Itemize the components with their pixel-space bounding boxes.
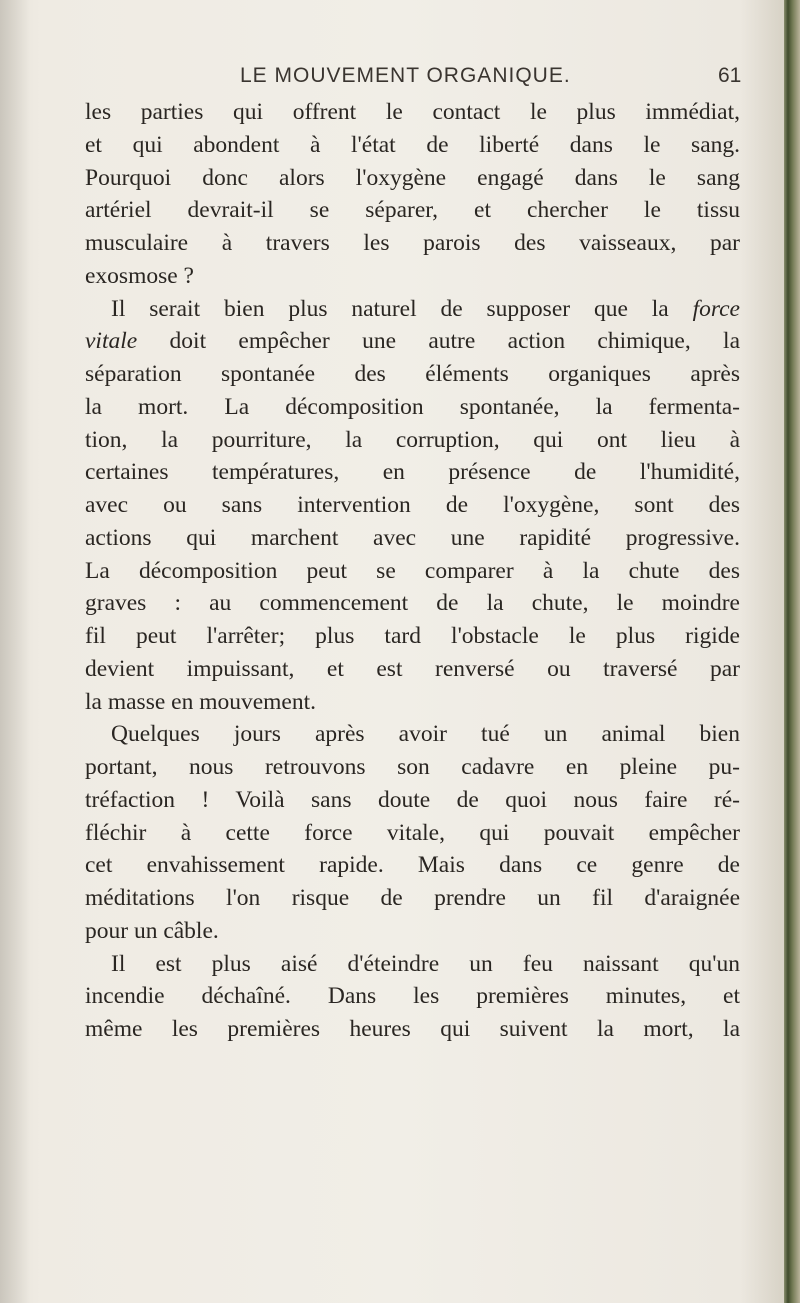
text-line: La décomposition peut se comparer à la chute des: [85, 557, 740, 584]
text-line: tréfaction ! Voilà sans doute de quoi nous faire ré-: [85, 786, 740, 813]
text-line: fil peut l'arrêter; plus tard l'obstacle le plus rigide: [85, 623, 740, 649]
italic-term: force: [692, 295, 740, 322]
text-line: [85, 325, 740, 358]
text-line: certaines températures, en présence de l'humidité,: [85, 459, 740, 486]
text-line: Pourquoi donc alors l'oxygène engagé dans le sang: [85, 164, 740, 191]
text-line: Il est plus aisé d'éteindre un feu naissant qu'un: [111, 950, 740, 977]
text-line: fléchir à cette force vitale, qui pouvait empêcher: [85, 819, 740, 846]
text-segment: doit empêcher une autre action chimique, la: [169, 328, 740, 355]
text-line: portant, nous retrouvons son cadavre en pleine pu-: [85, 754, 740, 780]
text-line: méditations l'on risque de prendre un fil d'araignée: [85, 885, 740, 911]
running-title: LE MOUVEMENT ORGANIQUE.: [240, 64, 571, 87]
text-line: devient impuissant, et est renversé ou traversé par: [85, 655, 740, 682]
text-line: les parties qui offrent le contact le plus immédiat,: [85, 99, 740, 125]
text-line: exosmose ?: [85, 262, 194, 289]
text-line: la mort. La décomposition spontanée, la fermenta-: [85, 393, 740, 420]
text-line: artériel devrait-il se séparer, et chercher le tissu: [85, 197, 740, 224]
text-line: cet envahissement rapide. Mais dans ce genre de: [85, 852, 740, 879]
text-line: graves : au commencement de la chute, le moindre: [85, 590, 740, 617]
text-line: séparation spontanée des éléments organiques après: [85, 361, 740, 387]
text-line: et qui abondent à l'état de liberté dans le sang.: [85, 131, 740, 158]
text-line: actions qui marchent avec une rapidité progressive.: [85, 524, 740, 551]
text-line: la masse en mouvement.: [85, 688, 317, 715]
text-line: tion, la pourriture, la corruption, qui ont lieu à: [85, 426, 740, 453]
text-line: même les premières heures qui suivent la mort, la: [85, 1016, 740, 1042]
text-line: musculaire à travers les parois des vaisseaux, par: [85, 230, 740, 256]
text-line: avec ou sans intervention de l'oxygène, sont des: [85, 492, 740, 518]
gutter-shadow: [0, 0, 30, 1303]
text-line: [85, 293, 740, 326]
body-text: [85, 96, 740, 1046]
text-line: Quelques jours après avoir tué un animal bien: [111, 721, 740, 748]
italic-term: vitale: [85, 328, 138, 355]
text-line: incendie déchaîné. Dans les premières minutes, et: [85, 983, 740, 1010]
book-edge: [784, 0, 800, 1303]
text-segment: Il serait bien plus naturel de supposer que la: [111, 295, 669, 322]
page-number: 61: [718, 64, 742, 87]
text-line: pour un câble.: [85, 917, 219, 944]
